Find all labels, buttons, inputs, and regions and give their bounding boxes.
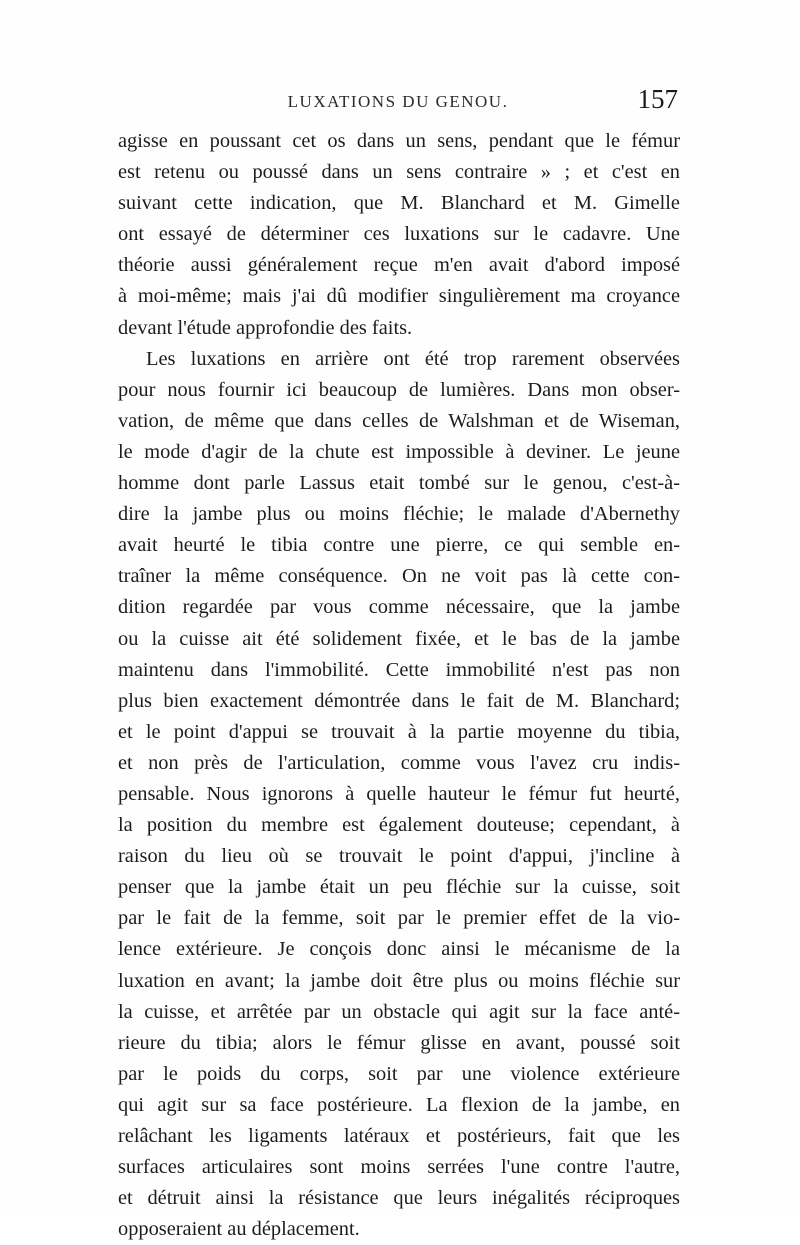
text-line: opposeraient au déplacement. — [118, 1218, 360, 1241]
text-line: le mode d'agir de la chute est impossible à deviner. Le jeune — [118, 440, 680, 463]
body-text — [118, 126, 680, 1245]
text-line: est retenu ou poussé dans un sens contraire » ; et c'est en — [118, 161, 680, 184]
text-line: théorie aussi généralement reçue m'en avait d'abord imposé — [118, 254, 680, 277]
text-line: devant l'étude approfondie des faits. — [118, 316, 413, 339]
text-line: pour nous fournir ici beaucoup de lumières. Dans mon obser- — [118, 378, 680, 401]
text-line: agisse en poussant cet os dans un sens, pendant que le fémur — [118, 130, 680, 152]
text-line: homme dont parle Lassus etait tombé sur le genou, c'est-à- — [118, 472, 680, 495]
text-line: par le fait de la femme, soit par le premier effet de la vio- — [118, 907, 680, 930]
text-line: surfaces articulaires sont moins serrées l'une contre l'autre, — [118, 1156, 680, 1179]
page-number: 157 — [637, 84, 678, 114]
text-line: dition regardée par vous comme nécessaire, que la jambe — [118, 596, 680, 619]
paragraph-first-line: Les luxations en arrière ont été trop rarement observées — [146, 347, 680, 370]
text-line: avait heurté le tibia contre une pierre, ce qui semble en- — [118, 534, 680, 557]
running-head — [118, 84, 678, 124]
text-line: la position du membre est également douteuse; cependant, à — [118, 814, 680, 837]
text-line: la cuisse, et arrêtée par un obstacle qui agit sur la face anté- — [118, 1000, 680, 1023]
text-line: et le point d'appui se trouvait à la partie moyenne du tibia, — [118, 720, 680, 743]
running-title: LUXATIONS DU GENOU. — [287, 92, 509, 111]
text-line: traîner la même conséquence. On ne voit pas là cette con- — [118, 565, 680, 588]
text-line: lence extérieure. Je conçois donc ainsi le mécanisme de la — [118, 938, 680, 961]
text-line: pensable. Nous ignorons à quelle hauteur le fémur fut heurté, — [118, 782, 680, 805]
text-line: à moi-même; mais j'ai dû modifier singulièrement ma croyance — [118, 285, 680, 308]
text-line: plus bien exactement démontrée dans le fait de M. Blanchard; — [118, 689, 680, 712]
text-line: ou la cuisse ait été solidement fixée, et le bas de la jambe — [118, 627, 680, 650]
text-line: et non près de l'articulation, comme vous l'avez cru indis- — [118, 751, 680, 774]
text-line: et détruit ainsi la résistance que leurs inégalités réciproques — [118, 1187, 680, 1210]
text-line: rieure du tibia; alors le fémur glisse en avant, poussé soit — [118, 1031, 680, 1054]
text-line: raison du lieu où se trouvait le point d'appui, j'incline à — [118, 845, 680, 868]
text-line: luxation en avant; la jambe doit être plus ou moins fléchie sur — [118, 969, 680, 992]
text-line: par le poids du corps, soit par une violence extérieure — [118, 1062, 680, 1085]
text-line: ont essayé de déterminer ces luxations sur le cadavre. Une — [118, 223, 680, 246]
text-line: penser que la jambe était un peu fléchie sur la cuisse, soit — [118, 876, 680, 899]
text-line: relâchant les ligaments latéraux et postérieurs, fait que les — [118, 1125, 680, 1147]
text-line: maintenu dans l'immobilité. Cette immobilité n'est pas non — [118, 658, 680, 681]
text-line: vation, de même que dans celles de Walshman et de Wiseman, — [118, 409, 680, 432]
text-line: suivant cette indication, que M. Blanchard et M. Gimelle — [118, 192, 680, 215]
text-line: qui agit sur sa face postérieure. La flexion de la jambe, en — [118, 1093, 680, 1116]
text-line: dire la jambe plus ou moins fléchie; le malade d'Abernethy — [118, 503, 680, 526]
